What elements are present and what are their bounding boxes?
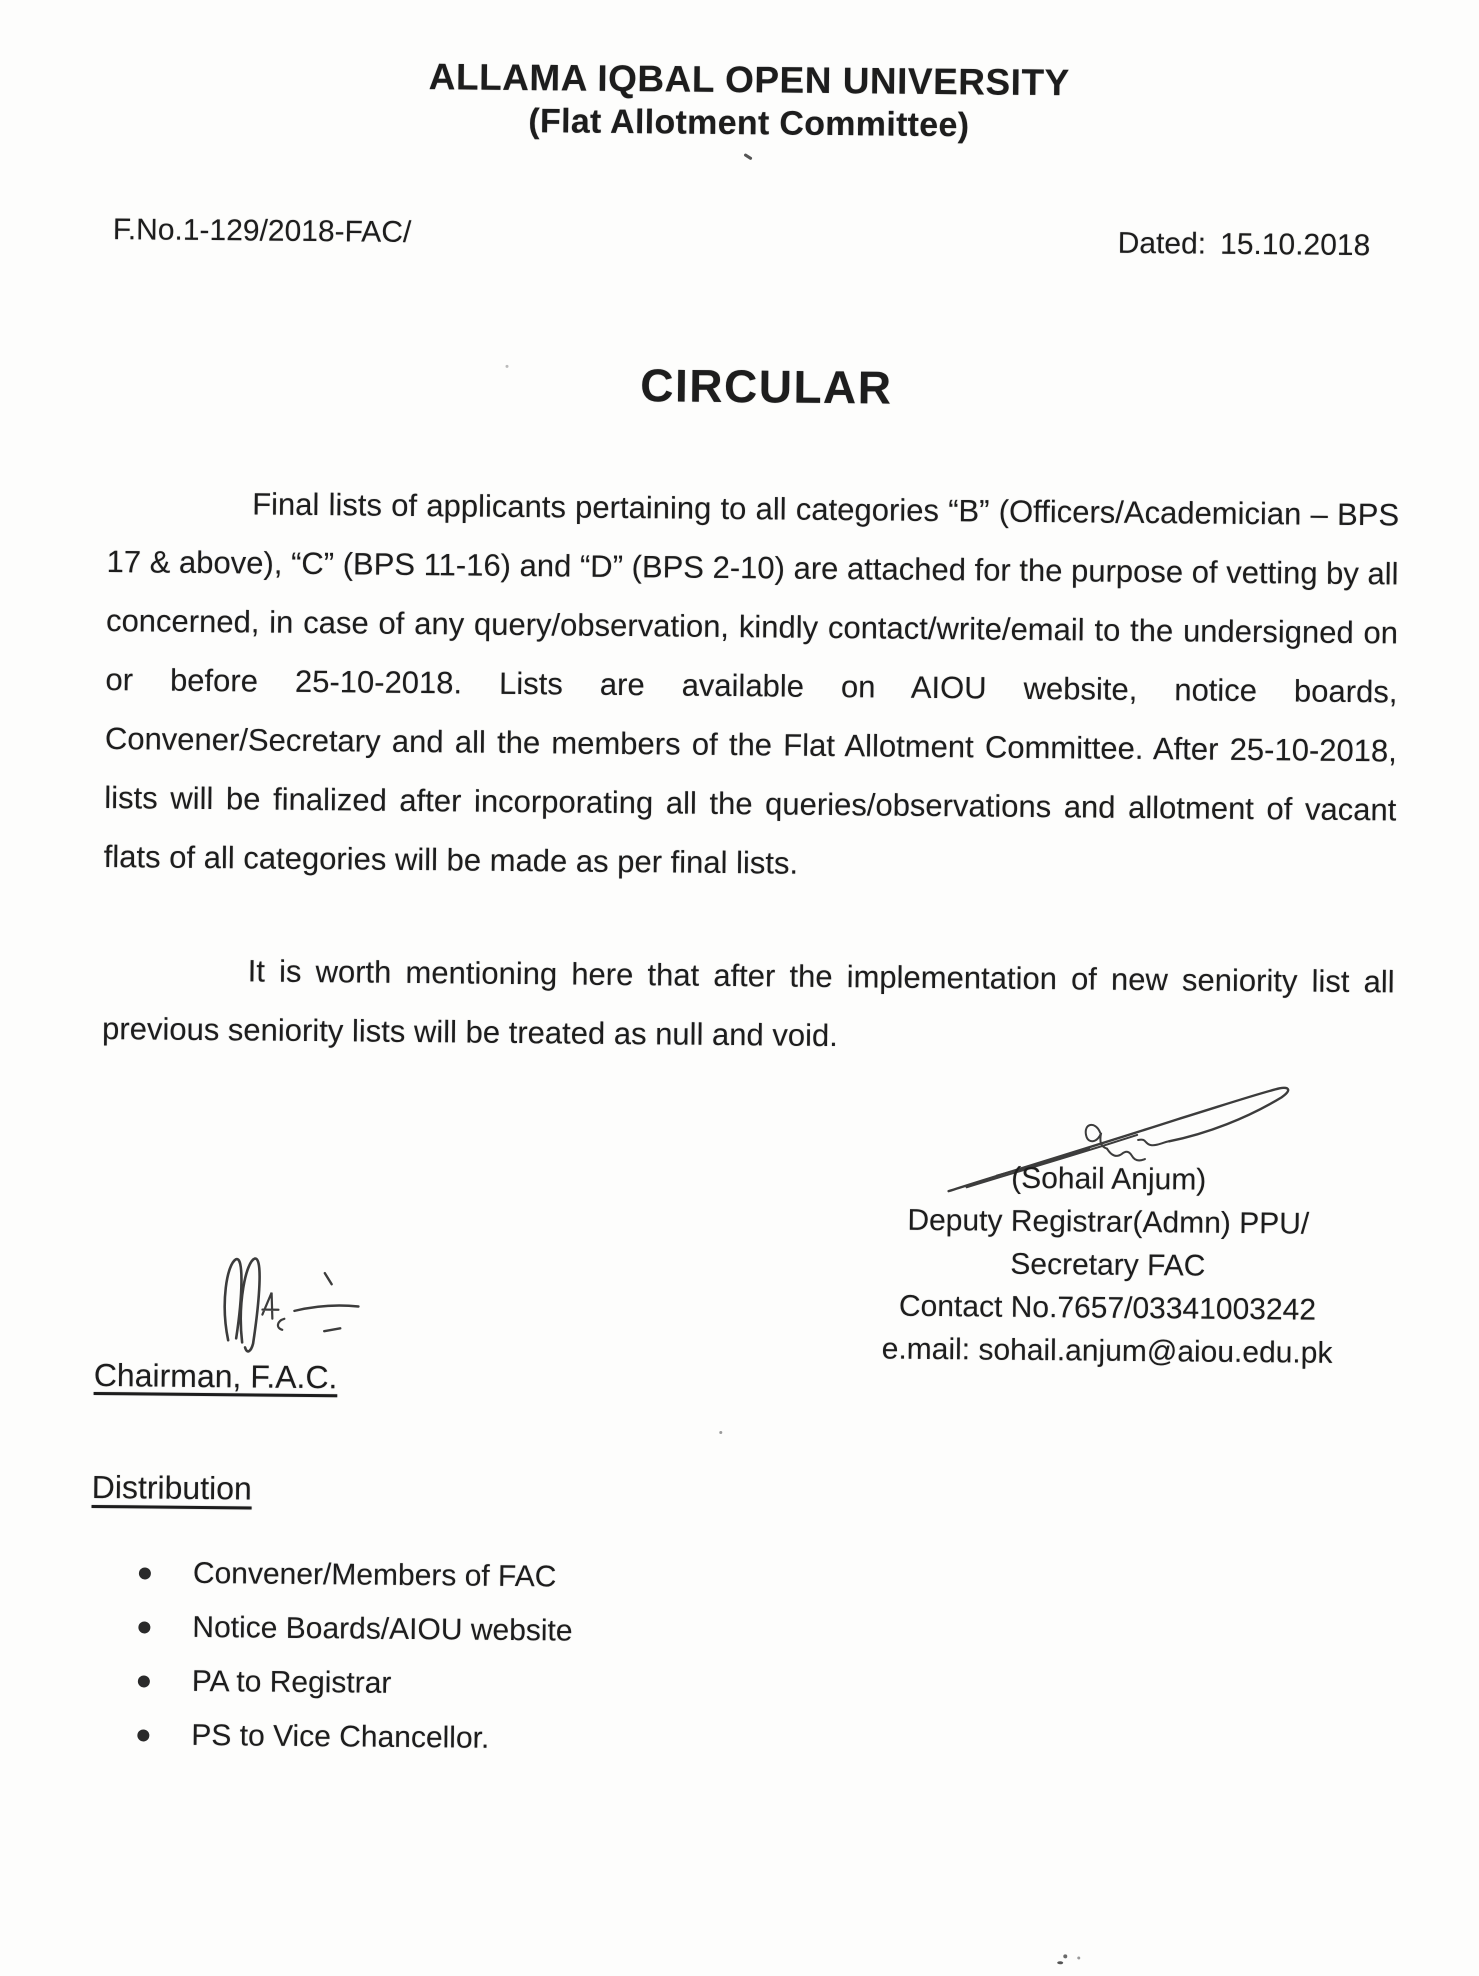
date-label: Dated:	[1117, 226, 1207, 261]
paragraph-1: Final lists of applicants pertaining to all categories “B” (Officers/Academician – BPS 17 & above), “C” (BPS 11-16) and “D” (BPS 2-10) are attached for the purpose of vetting by all concerned, in case of any query/observation, kindly contact/write/email to the undersigned on or before 25-10-2018. Lists are available on AIOU website, notice boards, Convener/Secretary and all the members of the Flat Allotment Committee. After 25-10-2018, lists will be finalized after incorporating all the queries/observations and allotment of vacant flats of all categories will be made as per final lists.	[103, 486, 1400, 881]
document-title: CIRCULAR	[640, 359, 893, 414]
scan-speck	[1063, 1954, 1067, 1958]
paragraph-2: It is worth mentioning here that after the implementation of new seniority list all previous seniority lists will be treated as null and void.	[101, 953, 1395, 1054]
signatory-email: e.mail: sohail.anjum@aiou.edu.pk	[881, 1332, 1333, 1370]
signatory-block	[847, 1155, 1369, 1375]
bullet-icon	[139, 1567, 151, 1579]
scan-speck	[1057, 1961, 1063, 1964]
committee-name: (Flat Allotment Committee)	[528, 102, 970, 145]
distribution-item-label: Notice Boards/AIOU website	[192, 1610, 573, 1648]
chairman-label: Chairman, F.A.C.	[93, 1356, 338, 1396]
body-text	[102, 473, 1400, 1070]
bullet-icon	[137, 1729, 149, 1741]
date-line	[1118, 227, 1371, 263]
date-value: 15.10.2018	[1219, 227, 1371, 263]
distribution-item-label: Convener/Members of FAC	[192, 1556, 557, 1594]
scan-stray-mark	[743, 153, 752, 160]
signatory-designation-2: Secretary FAC	[1010, 1247, 1206, 1283]
signatory-contact: Contact No.7657/03341003242	[898, 1289, 1317, 1327]
distribution-item	[132, 1600, 832, 1661]
scan-speck	[719, 1431, 722, 1434]
signatory-designation-1: Deputy Registrar(Admn) PPU/	[907, 1203, 1310, 1241]
distribution-item-label: PS to Vice Chancellor.	[191, 1718, 490, 1755]
distribution-item-label: PA to Registrar	[191, 1664, 392, 1700]
distribution-item	[131, 1708, 831, 1769]
university-name: ALLAMA IQBAL OPEN UNIVERSITY	[428, 56, 1070, 104]
distribution-heading: Distribution	[91, 1468, 252, 1507]
file-reference-number: F.No.1-129/2018-FAC/	[112, 213, 412, 249]
bullet-icon	[138, 1675, 150, 1687]
signatory-name: (Sohail Anjum)	[1011, 1161, 1207, 1197]
distribution-item	[132, 1654, 832, 1715]
chairman-signature	[212, 1248, 378, 1360]
scan-speck	[1077, 1956, 1080, 1959]
bullet-icon	[138, 1621, 150, 1633]
distribution-item	[133, 1546, 833, 1607]
scan-speck	[505, 365, 508, 368]
distribution-list	[131, 1546, 833, 1769]
